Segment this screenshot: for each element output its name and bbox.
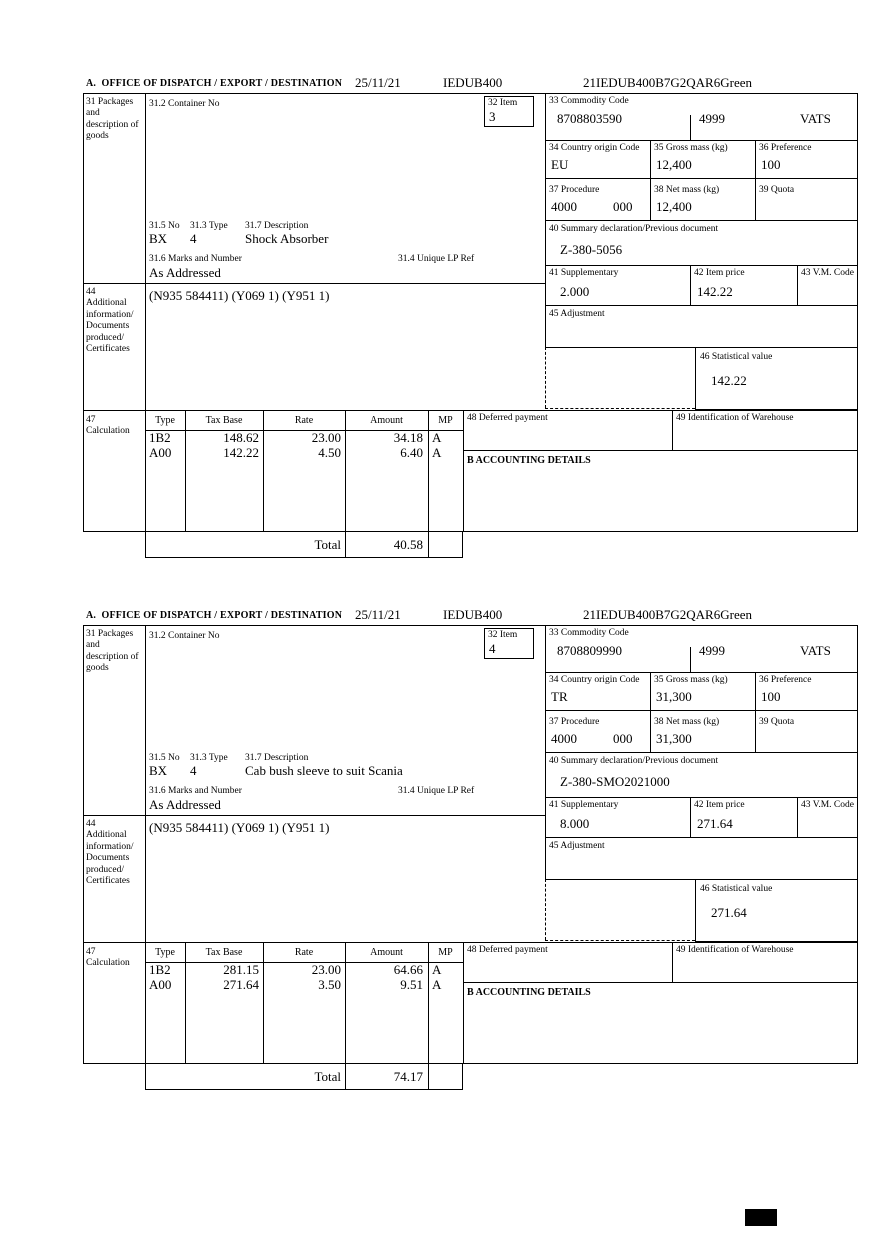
box-36-label: 36 Preference — [759, 143, 812, 153]
divider — [345, 410, 346, 532]
item-number: 4 — [489, 641, 496, 656]
procedure-code-2: 000 — [613, 731, 633, 746]
calc-col-tax-base: Tax Base — [205, 947, 243, 958]
commodity-code: 8708809990 — [557, 643, 622, 658]
gross-mass: 12,400 — [656, 157, 692, 172]
divider — [690, 265, 691, 305]
box-31-2-label: 31.2 Container No — [149, 631, 220, 641]
reference-number: 21IEDUB400B7G2QAR6Green — [583, 75, 752, 90]
divider — [428, 942, 429, 1064]
box-38-label: 38 Net mass (kg) — [654, 717, 720, 727]
divider — [690, 797, 691, 837]
declaration-date: 25/11/21 — [355, 607, 401, 622]
box-33-label: 33 Commodity Code — [549, 628, 629, 638]
box-40-label: 40 Summary declaration/Previous document — [549, 756, 719, 766]
declaration-date: 25/11/21 — [355, 75, 401, 90]
calc-tax-base: 148.62 — [223, 430, 259, 445]
accounting-details-label: B ACCOUNTING DETAILS — [467, 987, 591, 998]
box-31-label: 31 Packages and description of goods — [86, 629, 139, 674]
box-47-text: Calculation — [86, 426, 130, 437]
divider — [145, 93, 146, 532]
total-label: Total — [314, 1069, 341, 1084]
divider — [83, 410, 858, 411]
net-mass: 12,400 — [656, 199, 692, 214]
divider — [463, 410, 464, 532]
divider — [545, 305, 858, 306]
box-42-label: 42 Item price — [694, 268, 745, 278]
divider — [345, 942, 346, 1064]
divider — [545, 140, 858, 141]
previous-document: Z-380-SMO2021000 — [560, 774, 670, 789]
divider — [463, 982, 858, 983]
box-49-label: 49 Identification of Warehouse — [676, 413, 794, 423]
divider — [145, 625, 146, 1064]
printer-mark — [745, 1209, 777, 1226]
calc-tax-base: 142.22 — [223, 445, 259, 460]
divider — [797, 797, 798, 837]
divider-dashed — [545, 408, 695, 409]
net-mass: 31,300 — [656, 731, 692, 746]
box-31-3-label: 31.3 Type — [190, 221, 228, 231]
calc-mp: A — [432, 962, 442, 977]
calc-tax-base: 281.15 — [223, 962, 259, 977]
box-44-number: 44 — [86, 287, 96, 297]
box-40-label: 40 Summary declaration/Previous document — [549, 224, 719, 234]
divider — [672, 942, 673, 982]
box-47-text: Calculation — [86, 958, 130, 969]
divider — [545, 837, 858, 838]
divider — [690, 115, 691, 140]
country-origin-code: TR — [551, 689, 568, 704]
item-price: 271.64 — [697, 816, 733, 831]
divider — [463, 450, 858, 451]
marks-and-numbers: As Addressed — [149, 265, 221, 280]
supplementary-units: 8.000 — [560, 816, 590, 831]
box-47-number: 47 — [86, 947, 96, 957]
calc-mp: A — [432, 445, 442, 460]
box-31-5-label: 31.5 No — [149, 221, 180, 231]
box-45-label: 45 Adjustment — [549, 841, 605, 851]
calc-amount: 64.66 — [393, 962, 423, 977]
commodity-code: 8708803590 — [557, 111, 622, 126]
calc-rate: 4.50 — [318, 445, 341, 460]
divider — [185, 410, 186, 532]
gross-mass: 31,300 — [656, 689, 692, 704]
previous-document: Z-380-5056 — [560, 242, 623, 257]
declaration-item-block-2 — [83, 607, 858, 1092]
divider-dashed — [545, 879, 546, 940]
box-35-label: 35 Gross mass (kg) — [654, 143, 728, 153]
divider — [672, 410, 673, 450]
additional-information: (N935 584411) (Y069 1) (Y951 1) — [149, 288, 330, 303]
calc-tax-base: 271.64 — [223, 977, 259, 992]
divider — [690, 647, 691, 672]
commodity-code-suffix: VATS — [800, 111, 831, 126]
divider — [185, 942, 186, 1064]
total-label: Total — [314, 537, 341, 552]
divider — [545, 710, 858, 711]
box-44-label — [86, 819, 143, 887]
calc-rate: 23.00 — [311, 430, 341, 445]
box-33-label: 33 Commodity Code — [549, 96, 629, 106]
statistical-value: 142.22 — [711, 373, 747, 388]
country-origin-code: EU — [551, 157, 569, 172]
supplementary-units: 2.000 — [560, 284, 590, 299]
commodity-code-extension: 4999 — [699, 111, 725, 126]
marks-and-numbers: As Addressed — [149, 797, 221, 812]
box-31-7-label: 31.7 Description — [245, 753, 309, 763]
divider — [83, 815, 545, 816]
calc-col-tax-base: Tax Base — [205, 415, 243, 426]
calc-amount: 34.18 — [393, 430, 423, 445]
preference: 100 — [761, 157, 781, 172]
calc-col-rate: Rate — [294, 947, 314, 958]
box-32-item — [484, 96, 534, 127]
box-31-3-label: 31.3 Type — [190, 753, 228, 763]
divider — [263, 942, 264, 1064]
procedure-code-2: 000 — [613, 199, 633, 214]
statistical-value: 271.64 — [711, 905, 747, 920]
box-31-5-label: 31.5 No — [149, 753, 180, 763]
calc-col-amount: Amount — [370, 415, 403, 426]
package-type: 4 — [190, 231, 197, 246]
box-31-label: 31 Packages and description of goods — [86, 97, 139, 142]
procedure-code: 4000 — [551, 199, 577, 214]
divider — [650, 672, 651, 752]
calc-type: 1B2 — [149, 430, 171, 445]
box-49-label: 49 Identification of Warehouse — [676, 945, 794, 955]
divider — [545, 178, 858, 179]
reference-number: 21IEDUB400B7G2QAR6Green — [583, 607, 752, 622]
office-code: IEDUB400 — [443, 607, 503, 622]
office-code: IEDUB400 — [443, 75, 503, 90]
total-amount: 40.58 — [393, 537, 423, 552]
divider — [545, 220, 858, 221]
item-number: 3 — [489, 109, 496, 124]
box-41-label: 41 Supplementary — [549, 268, 619, 278]
calc-col-type: Type — [155, 947, 175, 958]
calc-rate: 3.50 — [318, 977, 341, 992]
divider — [797, 265, 798, 305]
box-36-label: 36 Preference — [759, 675, 812, 685]
goods-description: Shock Absorber — [245, 231, 329, 246]
box-42-label: 42 Item price — [694, 800, 745, 810]
box-46-label: 46 Statistical value — [700, 352, 773, 362]
box-47-label — [86, 415, 143, 438]
divider — [545, 672, 858, 673]
accounting-details-label: B ACCOUNTING DETAILS — [467, 455, 591, 466]
additional-information: (N935 584411) (Y069 1) (Y951 1) — [149, 820, 330, 835]
box-46-label: 46 Statistical value — [700, 884, 773, 894]
calc-mp: A — [432, 430, 442, 445]
package-type: 4 — [190, 763, 197, 778]
box-37-label: 37 Procedure — [549, 717, 600, 727]
box-31-7-label: 31.7 Description — [245, 221, 309, 231]
box-47-number: 47 — [86, 415, 96, 425]
box-45-label: 45 Adjustment — [549, 309, 605, 319]
divider — [263, 410, 264, 532]
divider — [650, 140, 651, 220]
preference: 100 — [761, 689, 781, 704]
box-31-6-label: 31.6 Marks and Number — [149, 254, 242, 264]
box-41-label: 41 Supplementary — [549, 800, 619, 810]
package-number: BX — [149, 231, 168, 246]
box-34-label: 34 Country origin Code — [549, 675, 640, 685]
calc-type: A00 — [149, 445, 172, 460]
calc-rate: 23.00 — [311, 962, 341, 977]
calc-col-rate: Rate — [294, 415, 314, 426]
box-43-label: 43 V.M. Code — [801, 268, 854, 278]
box-39-label: 39 Quota — [759, 185, 795, 195]
box-44-text: Additional information/ Documents produced/ Certificates — [86, 298, 134, 354]
box-48-label: 48 Deferred payment — [467, 945, 548, 955]
divider — [755, 672, 756, 752]
office-of-dispatch-heading: A. OFFICE OF DISPATCH / EXPORT / DESTINATION — [86, 610, 343, 621]
divider — [428, 532, 429, 558]
box-32-item — [484, 628, 534, 659]
box-31-4-label: 31.4 Unique LP Ref — [398, 786, 475, 796]
calc-col-amount: Amount — [370, 947, 403, 958]
calc-col-mp: MP — [438, 415, 453, 426]
commodity-code-extension: 4999 — [699, 643, 725, 658]
divider — [428, 410, 429, 532]
box-38-label: 38 Net mass (kg) — [654, 185, 720, 195]
total-amount: 74.17 — [393, 1069, 423, 1084]
box-44-label — [86, 287, 143, 355]
box-31-2-label: 31.2 Container No — [149, 99, 220, 109]
box-31-6-label: 31.6 Marks and Number — [149, 786, 242, 796]
box-47-label — [86, 947, 143, 970]
calc-amount: 6.40 — [400, 445, 423, 460]
item-price: 142.22 — [697, 284, 733, 299]
procedure-code: 4000 — [551, 731, 577, 746]
box-44-text: Additional information/ Documents produced/ Certificates — [86, 830, 134, 886]
calc-mp: A — [432, 977, 442, 992]
divider — [428, 1064, 429, 1090]
calc-col-type: Type — [155, 415, 175, 426]
divider — [545, 752, 858, 753]
box-32-label: 32 Item — [488, 630, 518, 640]
divider — [83, 283, 545, 284]
divider — [83, 942, 858, 943]
calc-col-mp: MP — [438, 947, 453, 958]
declaration-item-block-1 — [83, 75, 858, 560]
calc-type: A00 — [149, 977, 172, 992]
box-35-label: 35 Gross mass (kg) — [654, 675, 728, 685]
commodity-code-suffix: VATS — [800, 643, 831, 658]
divider — [545, 265, 858, 266]
box-31-4-label: 31.4 Unique LP Ref — [398, 254, 475, 264]
goods-description: Cab bush sleeve to suit Scania — [245, 763, 403, 778]
box-48-label: 48 Deferred payment — [467, 413, 548, 423]
office-of-dispatch-heading: A. OFFICE OF DISPATCH / EXPORT / DESTINATION — [86, 78, 343, 89]
box-37-label: 37 Procedure — [549, 185, 600, 195]
box-32-label: 32 Item — [488, 98, 518, 108]
calc-amount: 9.51 — [400, 977, 423, 992]
divider-dashed — [545, 347, 546, 408]
box-39-label: 39 Quota — [759, 717, 795, 727]
divider — [463, 942, 464, 1064]
box-44-number: 44 — [86, 819, 96, 829]
package-number: BX — [149, 763, 168, 778]
divider — [755, 140, 756, 220]
box-43-label: 43 V.M. Code — [801, 800, 854, 810]
box-34-label: 34 Country origin Code — [549, 143, 640, 153]
calc-type: 1B2 — [149, 962, 171, 977]
divider — [545, 797, 858, 798]
divider-dashed — [545, 940, 695, 941]
